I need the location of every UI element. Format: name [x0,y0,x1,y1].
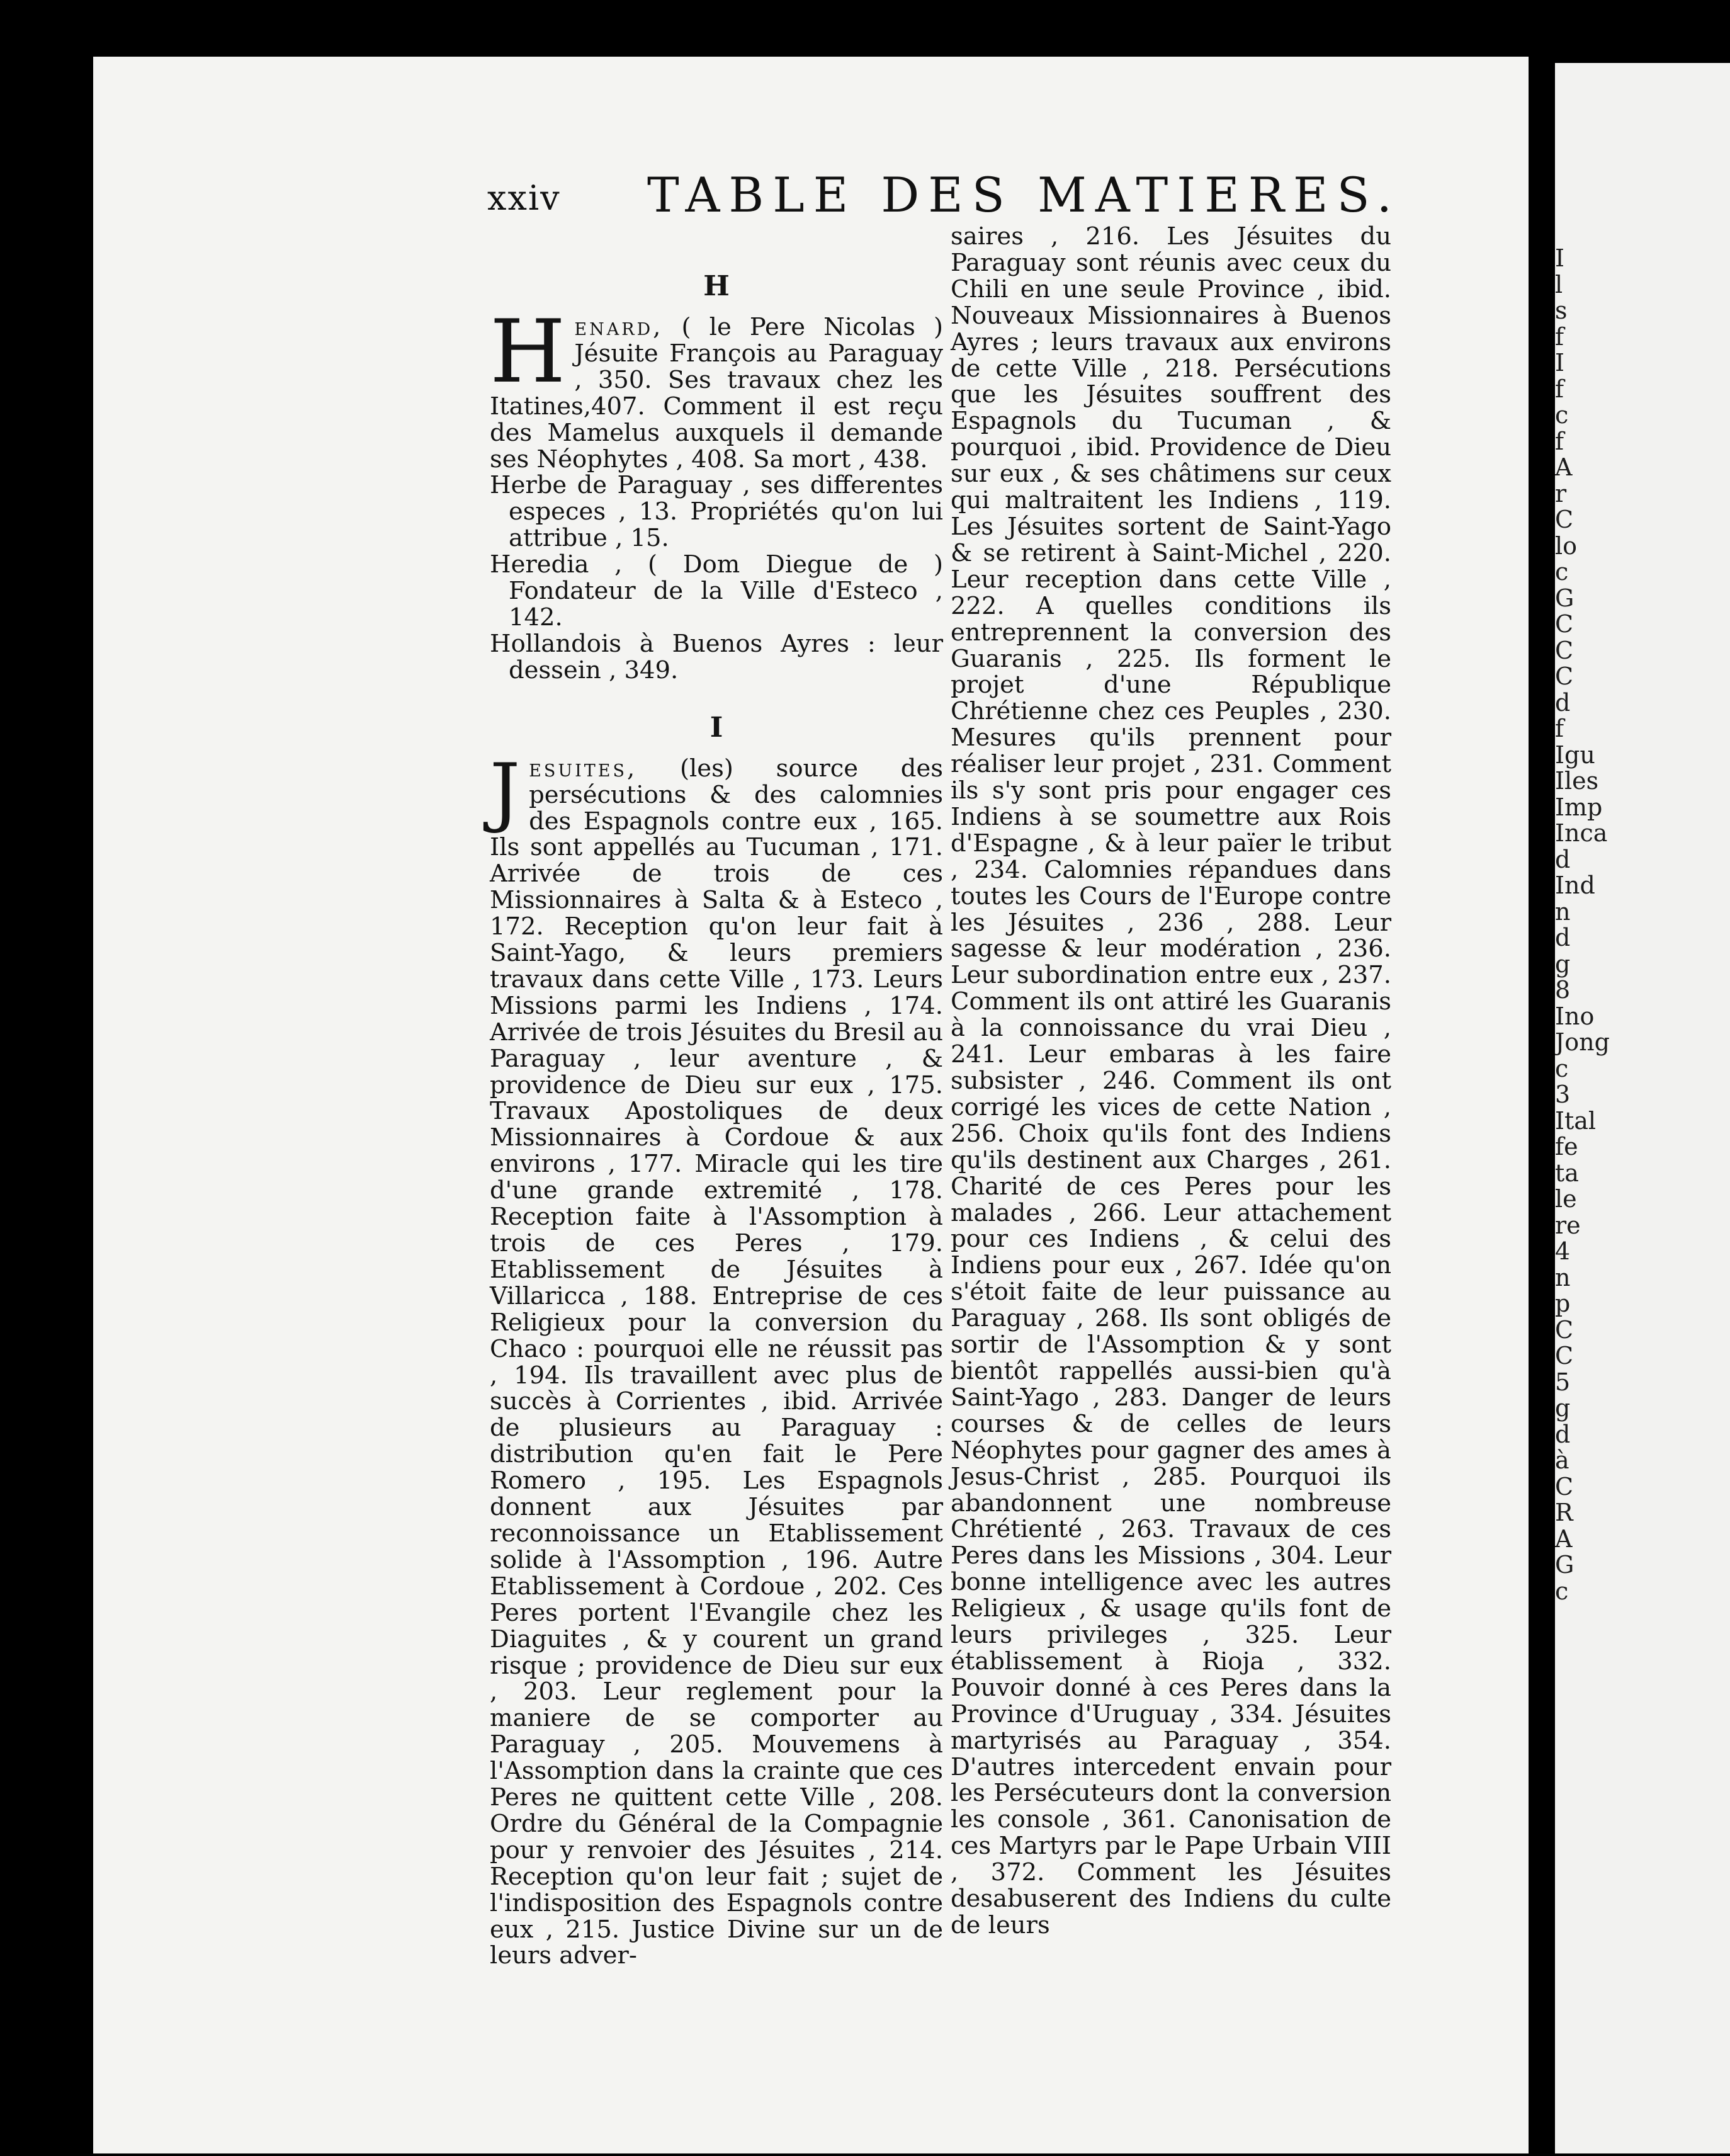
adjacent-page-fragment: Jong [1555,1028,1610,1056]
running-title: TABLE DES MATIERES. [647,167,1401,223]
index-entry-henard [490,301,943,474]
adjacent-page-fragment: 3 [1555,1081,1571,1108]
adjacent-page-fragment: 8 [1555,976,1571,1004]
adjacent-page-fragment: p [1555,1290,1571,1317]
page-number: xxiv [487,178,561,218]
adjacent-page-fragments [1555,246,1730,1604]
adjacent-page-fragment: Iles [1555,767,1599,795]
index-entry-jesuites-continued: saires , 216. Les Jésuites du Paraguay sont réunis avec ceux du Chili en une seule Province , ibid. Nouveaux Missionnaires à Buenos Ayres ; leurs travaux aux environs de cette Ville , 218. Persécutions que les Jésuites souffrent des Espagnols du Tucuman , & pourquoi , ibid. Providence de Dieu sur eux , & ses châtimens sur ceux qui maltraitent les Indiens , 119. Les Jésuites sortent de Saint-Yago & se retirent à Saint-Michel , 220. Leur reception dans cette Ville , 222. A quelles conditions ils entreprennent la conversion des Guaranis , 225. Ils forment le projet d'une République Chrétienne chez ces Peuples , 230. Mesures qu'ils prennent pour réaliser leur projet , 231. Comment ils s'y sont pris pour engager ces Indiens à se soumettre aux Rois d'Espagne , & à leur païer le tribut , 234. Calomnies répandues dans toutes les Cours de l'Europe contre les Jésuites , 236 , 288. Leur sagesse & leur modération , 236. Leur subordination entre eux , 237. Comment ils ont attiré les Guaranis à la connoissance du vrai Dieu , 241. Leur embaras à les faire subsister , 246. Comment ils ont corrigé les vices de cette Nation , 256. Choix qu'ils font des Indiens qu'ils destinent aux Charges , 261. Charité de ces Peres pour les malades , 266. Leur attachement pour ces Indiens , & celui des Indiens pour eux , 267. Idée qu'on s'étoit faite de leur puissance au Paraguay , 268. Ils sont obligés de sortir de l'Assomption & y sont bientôt rappellés aussi-bien qu'à Saint-Yago , 283. Danger de leurs courses & de celles de leurs Néophytes pour gagner des ames à Jesus-Christ , 285. Pourquoi ils abandonnent une nombreuse Chrétienté , 263. Travaux de ces Peres dans les Missions , 304. Leur bonne intelligence avec les autres Religieux , & usage qu'ils font de leurs privileges , 325. Leur établissement à Rioja , 332. Pouvoir donné à ces Peres dans la Province d'Uruguay , 334. Jésuites martyrisés au Paraguay , 354. D'autres intercedent envain pour les Persécuteurs dont la conversion les console , 361. Canonisation de ces Martyrs par le Pape Urbain VIII , 372. Comment les Jésuites desabuserent des Indiens du culte de leurs [951,222,1391,1939]
adjacent-page-fragment: d [1555,924,1571,951]
adjacent-page-edge [1555,63,1730,2153]
index-column-left [490,268,943,1969]
adjacent-page-fragment: lo [1555,531,1578,560]
adjacent-page-fragment: I [1555,244,1565,272]
adjacent-page-fragment: 4 [1555,1237,1571,1265]
adjacent-page-fragment: c [1555,1577,1569,1605]
adjacent-page-fragment: le [1555,1185,1577,1213]
adjacent-page-fragment: n [1555,897,1571,926]
adjacent-page-fragment: f [1555,375,1564,403]
adjacent-page-fragment: ta [1555,1159,1579,1187]
adjacent-page-fragment: l [1555,270,1563,298]
adjacent-page-fragment: C [1555,636,1574,664]
index-entry-herbe: Herbe de Paraguay , ses differentes especes , 13. Propriétés qu'on lui attribue , 15. [490,471,943,553]
adjacent-page-fragment: C [1555,610,1574,638]
section-letter-i: I [710,711,723,744]
adjacent-page-fragment: 5 [1555,1368,1571,1396]
entry-text: ( le Pere Nicolas ) Jésuite François au Paraguay , 350. Ses travaux chez les Itatines,407. Comment il est reçu des Mamelus auxquels il demande ses Néophytes , 408. Sa mort , 438. [490,313,943,474]
adjacent-page-fragment: Imp [1555,793,1603,821]
adjacent-page-fragment: C [1555,662,1574,690]
adjacent-page-fragment: I [1555,349,1565,377]
adjacent-page-fragment: C [1555,1472,1574,1501]
adjacent-page-fragment: Igu [1555,740,1595,769]
adjacent-page-fragment: c [1555,558,1569,586]
adjacent-page-fragment: fe [1555,1133,1578,1160]
adjacent-page-fragment: d [1555,1420,1571,1448]
adjacent-page-fragment: g [1555,950,1571,978]
adjacent-page-fragment: g [1555,1394,1571,1422]
index-column-right [951,224,1391,1939]
book-page [93,57,1529,2153]
adjacent-page-fragment: d [1555,688,1571,717]
adjacent-page-fragment: Ital [1555,1106,1597,1135]
adjacent-page-fragment: f [1555,322,1564,351]
adjacent-page-fragment: C [1555,1342,1574,1370]
adjacent-page-fragment: f [1555,427,1564,455]
section-letter-h: H [703,270,730,302]
index-entry-jesuites [490,747,943,1970]
entry-headword: enard, [574,313,664,341]
drop-cap-j: J [490,747,521,836]
adjacent-page-fragment: f [1555,715,1564,742]
adjacent-page-fragment: A [1555,453,1573,481]
adjacent-page-fragment: à [1555,1446,1569,1474]
adjacent-page-fragment: c [1555,1054,1569,1082]
index-entry-hollandois: Hollandois à Buenos Ayres : leur dessein , 349. [490,629,943,684]
adjacent-page-fragment: s [1555,297,1568,324]
adjacent-page-fragment: G [1555,584,1575,612]
adjacent-page-fragment: r [1555,479,1567,508]
adjacent-page-fragment: Ind [1555,871,1595,899]
adjacent-page-fragment: Ino [1555,1002,1595,1030]
adjacent-page-fragment: Inca [1555,819,1608,847]
adjacent-page-fragment: c [1555,401,1569,429]
drop-cap-h: H [490,301,566,402]
adjacent-page-fragment: R [1555,1499,1573,1526]
entry-text: (les) source des persécutions & des calomnies des Espagnols contre eux , 165. Ils sont appellés au Tucuman , 171. Arrivée de trois de ces Missionnaires à Salta & à Esteco , 172. Reception qu'on leur fait à Saint-Yago, & leurs premiers travaux dans cette Ville , 173. Leurs Missions parmi les Indiens , 174. Arrivée de trois Jésuites du Bresil au Paraguay , leur aventure , & providence de Dieu sur eux , 175. Travaux Apostoliques de deux Missionnaires à Cordoue & aux environs , 177. Miracle qui les tire d'une grande extremité , 178. Reception faite à l'Assomption à trois de ces Peres , 179. Etablissement de Jésuites à Villaricca , 188. Entreprise de ces Religieux pour la conversion du Chaco : pourquoi elle ne réussit pas , 194. Ils travaillent avec plus de succès à Corrientes , ibid. Arrivée de plusieurs au Paraguay : distribution qu'en fait le Pere Romero , 195. Les Espagnols donnent aux Jésuites par reconnoissance un Etablissement solide à l'Assomption , 196. Autre Etablissement à Cordoue , 202. Ces Peres portent l'Evangile chez les Diaguites , & y courent un grand risque ; providence de Dieu sur eux , 203. Leur reglement pour la maniere de se comporter au Paraguay , 205. Mouvemens à l'Assomption dans la crainte que ces Peres ne quittent cette Ville , 208. Ordre du Général de la Compagnie pour y renvoier des Jésuites , 214. Reception qu'on leur fait ; sujet de l'indisposition des Espagnols contre eux , 215. Justice Divine sur un de leurs adver- [490,754,943,1970]
adjacent-page-fragment: A [1555,1524,1573,1553]
adjacent-page-fragment: re [1555,1211,1581,1239]
entry-headword: esuites, [529,754,638,783]
adjacent-page-fragment: C [1555,1315,1574,1344]
adjacent-page-fragment: n [1555,1263,1571,1291]
adjacent-page-fragment: C [1555,506,1574,533]
index-entry-heredia: Heredia , ( Dom Diegue de ) Fondateur de la Ville d'Esteco , 142. [490,550,943,632]
adjacent-page-fragment: G [1555,1551,1575,1579]
adjacent-page-fragment: d [1555,845,1571,873]
